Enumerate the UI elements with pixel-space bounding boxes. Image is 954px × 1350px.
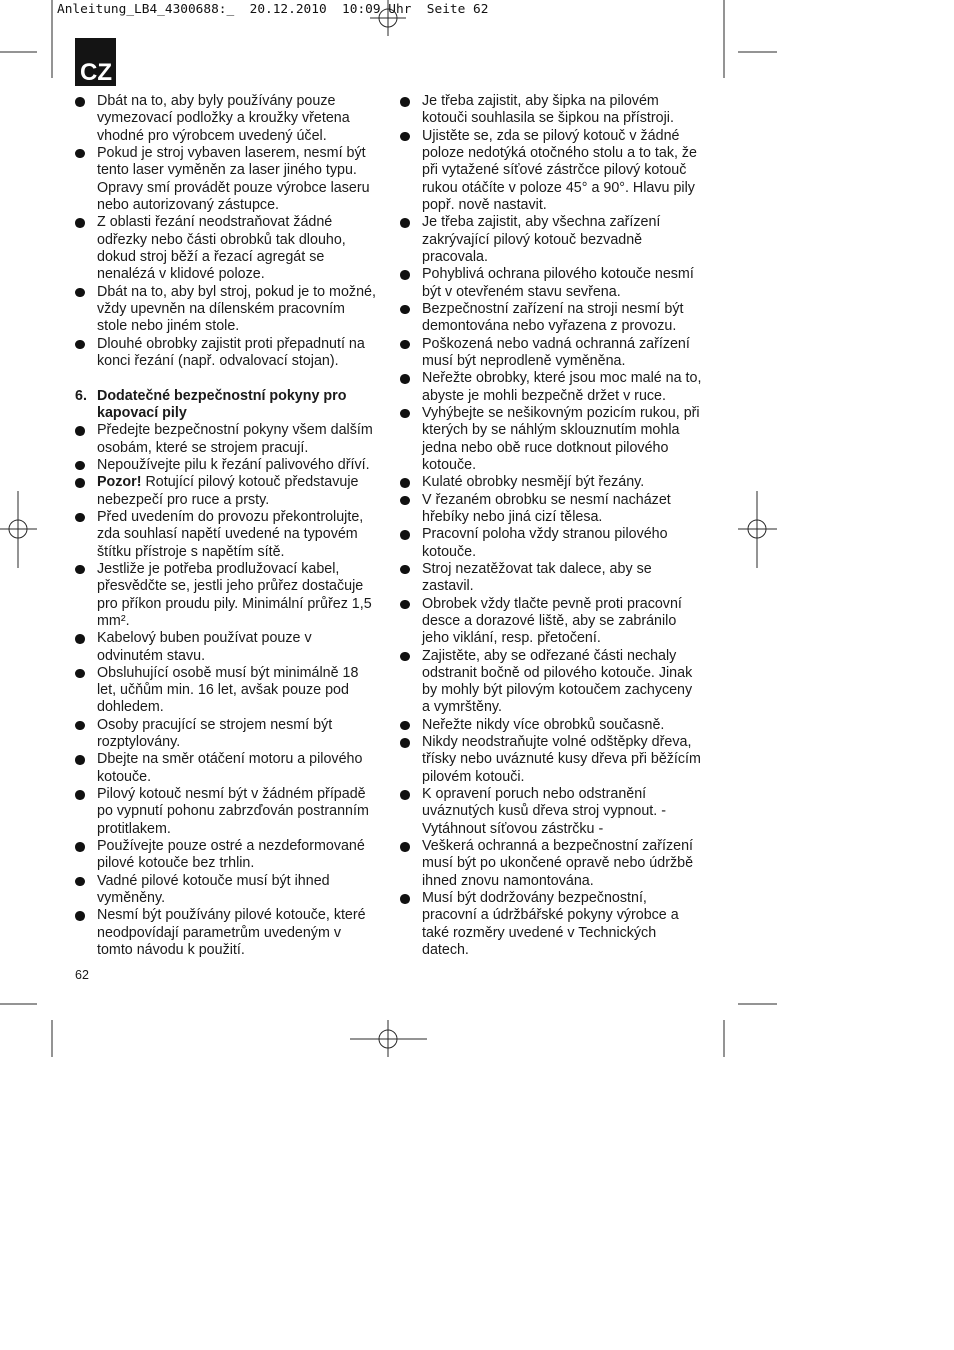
bullet-list <box>97 422 379 959</box>
list-item <box>97 145 379 214</box>
bullet-icon <box>400 496 410 506</box>
list-item-line: popř. nově nastavit. <box>422 196 547 213</box>
list-item-line: Bezpečnostní zařízení na stroji nesmí být <box>422 300 684 317</box>
list-item-line: musí být po ukončené opravě nebo údržbě <box>422 855 694 872</box>
bullet-icon <box>75 634 85 644</box>
list-item-line: po vypnutí pohonu zabrzďován postranním <box>97 803 369 820</box>
bullet-icon <box>75 669 85 679</box>
list-item <box>422 890 707 959</box>
list-item-text: Rotující pilový kotouč představuje <box>145 474 359 491</box>
list-item-line: pilovém kotouči. <box>422 768 525 785</box>
list-item-line: Vyhýbejte se nešikovným pozicím rukou, při <box>422 404 700 421</box>
list-item-line: nenalézá v klidové poloze. <box>97 266 265 283</box>
list-item <box>422 266 707 301</box>
list-item-line: ihned znovu namontována. <box>422 872 594 889</box>
list-item-line: Ujistěte se, zda se pilový kotouč v žádné <box>422 127 680 144</box>
bullet-icon <box>400 894 410 904</box>
list-item <box>422 474 707 491</box>
bullet-icon <box>75 513 85 523</box>
list-item-line: Vytáhnout síťovou zástrčku - <box>422 820 604 837</box>
list-item-line: let, učňům min. 16 let, avšak pouze pod <box>97 682 349 699</box>
list-item <box>422 561 707 596</box>
bullet-icon <box>400 738 410 748</box>
list-item-line: zastavil. <box>422 578 474 595</box>
bullet-icon <box>400 721 410 731</box>
list-item-line <box>97 474 379 491</box>
bullet-icon <box>400 270 410 280</box>
bullet-icon <box>400 600 410 610</box>
list-item <box>422 370 707 405</box>
list-item-line: odřezky nebo části obrobků tak dlouho, <box>97 231 346 248</box>
list-item <box>422 838 707 890</box>
list-item <box>422 405 707 474</box>
list-item-line: při vytažené síťové zástrčce pilový kotouč <box>422 162 687 179</box>
bullet-icon <box>75 426 85 436</box>
list-item-line: Z oblasti řezání neodstraňovat žádné <box>97 214 333 231</box>
list-item <box>97 457 379 474</box>
list-item-line: rozptylovány. <box>97 734 181 751</box>
list-item-line: V řezaném obrobku se nesmí nacházet <box>422 491 671 508</box>
list-item-line: dohledem. <box>97 699 164 716</box>
list-item-line: konci řezání (např. odvalovací stojan). <box>97 352 339 369</box>
list-item-line: Zajistěte, aby se odřezané části nechaly <box>422 647 677 664</box>
registration-mark-left <box>0 491 37 568</box>
bullet-icon <box>75 340 85 350</box>
list-item <box>97 630 379 665</box>
section-title-line: Dodatečné bezpečnostní pokyny pro <box>97 387 347 404</box>
list-item <box>422 648 707 717</box>
list-item-line: Pokud je stroj vybaven laserem, nesmí být <box>97 144 366 161</box>
list-item <box>97 786 379 838</box>
list-item-line: dokud stroj běží a řezací agregát se <box>97 248 325 265</box>
bullet-icon <box>75 288 85 298</box>
list-item <box>422 492 707 527</box>
list-item-line: mm². <box>97 612 130 629</box>
list-item-line: vyměněny. <box>97 890 166 907</box>
list-item-line: Neřežte nikdy více obrobků současně. <box>422 716 665 733</box>
list-item-line: Pohyblivá ochrana pilového kotouče nesmí <box>422 266 694 283</box>
list-item <box>97 214 379 283</box>
bullet-icon <box>400 218 410 228</box>
list-item-line: tento laser vyměněn za laser jiného typu. <box>97 162 357 179</box>
list-item <box>97 336 379 371</box>
list-item <box>97 561 379 630</box>
section-title-line: kapovací pily <box>97 404 187 421</box>
list-item <box>422 526 707 561</box>
list-item <box>422 301 707 336</box>
list-item-line: hřebíky nebo jiná cizí tělesa. <box>422 508 603 525</box>
bullet-icon <box>400 565 410 575</box>
list-item <box>97 873 379 908</box>
bullet-icon <box>400 790 410 800</box>
list-item-line: také rozměry uvedené v Technických <box>422 924 657 941</box>
list-item-line: Osoby pracující se strojem nesmí být <box>97 716 333 733</box>
bullet-icon <box>400 340 410 350</box>
list-item-line: kotouči souhlasila se šipkou na přístroji. <box>422 110 674 127</box>
list-item-line: kterých by se náhlým sklouznutím mohla <box>422 422 680 439</box>
list-item <box>97 838 379 873</box>
language-badge <box>75 38 116 86</box>
list-item-line: uváznutých kusů dřeva stroj vypnout. - <box>422 803 666 820</box>
list-item-line: Kabelový buben používat pouze v <box>97 630 312 647</box>
list-item <box>97 665 379 717</box>
list-item-line: poloze nedotýká otočného stolu a to tak, že <box>422 144 698 161</box>
left-column <box>75 93 379 959</box>
list-item-line: rukou otáčíte v poloze 45° a 90°. Hlavu pily <box>422 179 695 196</box>
list-item-line: Je třeba zajistit, aby všechna zařízení <box>422 214 661 231</box>
bullet-icon <box>75 790 85 800</box>
list-item-line: pro příkon proudu pily. Minimální průřez 1,5 <box>97 595 372 612</box>
list-item-line: Před uvedením do provozu překontrolujte, <box>97 508 364 525</box>
page-number: 62 <box>75 968 89 982</box>
bullet-icon <box>75 721 85 731</box>
list-item-line: Jestliže je potřeba prodlužovací kabel, <box>97 560 340 577</box>
list-item <box>97 284 379 336</box>
bullet-icon <box>400 530 410 540</box>
list-item <box>422 128 707 215</box>
list-item-line: Dlouhé obrobky zajistit proti přepadnutí na <box>97 335 365 352</box>
bullet-icon <box>75 877 85 887</box>
list-item-line: stole nebo jiném stole. <box>97 318 240 335</box>
section-number: 6. <box>75 387 87 404</box>
list-item-line: tomto návodu k použití. <box>97 942 245 959</box>
list-item-line: Veškerá ochranná a bezpečnostní zařízení <box>422 838 694 855</box>
bullet-icon <box>75 842 85 852</box>
list-item-line: Obrobek vždy tlačte pevně proti pracovní <box>422 595 682 612</box>
list-item-line: kotouče. <box>422 543 477 560</box>
list-item-line: osobám, které se strojem pracují. <box>97 439 309 456</box>
bullet-icon <box>400 478 410 488</box>
bullet-icon <box>400 374 410 384</box>
bullet-list <box>97 93 379 370</box>
list-item-line: demontována nebo vyřazena z provozu. <box>422 318 677 335</box>
bullet-icon <box>75 218 85 228</box>
list-item-line: Je třeba zajistit, aby šipka na pilovém <box>422 93 659 109</box>
list-item-line: Pracovní poloha vždy stranou pilového <box>422 526 668 543</box>
list-item-line: musí být neprodleně vyměněna. <box>422 352 626 369</box>
list-item-line: Neřežte obrobky, které jsou moc malé na to, <box>422 370 702 387</box>
registration-mark-right <box>738 491 777 568</box>
bullet-icon <box>400 652 410 662</box>
list-item <box>97 474 379 509</box>
print-slug-line: Anleitung_LB4_4300688:_ 20.12.2010 10:09 Uhr Seite 62 <box>57 2 489 17</box>
list-item-line: pracovala. <box>422 248 488 265</box>
list-item-line: Nikdy neodstraňujte volné odštěpky dřeva, <box>422 734 692 751</box>
list-item-line: odvinutém stavu. <box>97 647 206 664</box>
bullet-icon <box>75 97 85 107</box>
crop-mark-bottom-right <box>724 1004 777 1057</box>
list-item-line: Stroj nezatěžovat tak dalece, aby se <box>422 560 652 577</box>
list-item-line: pilové kotouče bez trhlin. <box>97 855 255 872</box>
list-item-line: datech. <box>422 942 469 959</box>
list-item-line: odstranit bočně od pilového kotouče. Jinak <box>422 664 693 681</box>
bullet-icon <box>400 409 410 419</box>
bullet-icon <box>400 132 410 142</box>
bullet-icon <box>75 478 85 488</box>
bullet-icon <box>400 97 410 107</box>
list-item <box>422 93 707 128</box>
list-item <box>422 734 707 786</box>
list-item-line: Předejte bezpečnostní pokyny všem dalším <box>97 422 373 439</box>
list-item-line: jedna nebo obě ruce dotknout pilového <box>422 439 669 456</box>
bullet-icon <box>75 911 85 921</box>
list-item-line: zda souhlasí napětí uvedené na typovém <box>97 526 358 543</box>
list-item-line: a vymrštěny. <box>422 699 502 716</box>
list-item <box>422 336 707 371</box>
list-item-line: kotouče. <box>422 456 477 473</box>
list-item-line: K opravení poruch nebo odstranění <box>422 786 647 803</box>
list-item-line: Opravy smí provádět pouze výrobce laseru <box>97 179 370 196</box>
list-item <box>97 751 379 786</box>
list-item <box>97 509 379 561</box>
bullet-icon <box>400 842 410 852</box>
list-item-line: Poškozená nebo vadná ochranná zařízení <box>422 335 690 352</box>
list-item-line: Obsluhující osobě musí být minimálně 18 <box>97 664 359 681</box>
list-item-line: Dbát na to, aby byly používány pouze <box>97 93 336 109</box>
list-item-line: Kulaté obrobky nesmějí být řezány. <box>422 474 645 491</box>
list-item-line: Pilový kotouč nesmí být v žádném případě <box>97 786 366 803</box>
list-item-line: Vadné pilové kotouče musí být ihned <box>97 872 330 889</box>
list-item <box>422 786 707 838</box>
list-item-line: Používejte pouze ostré a nezdeformované <box>97 838 365 855</box>
bullet-icon <box>75 755 85 765</box>
crop-mark-top-right <box>724 0 777 78</box>
list-item-line: Nepoužívejte pilu k řezání palivového dříví. <box>97 456 370 473</box>
list-item-line: by mohly být pilovým kotoučem zachyceny <box>422 682 693 699</box>
list-item-line: třísky nebo uváznuté kusy dřeva při běžícím <box>422 751 701 768</box>
crop-mark-bottom-left <box>0 1004 52 1057</box>
list-item-line: abyste je mohli bezpečně držet v ruce. <box>422 387 666 404</box>
list-item-line: Dbát na to, aby byl stroj, pokud je to možné, <box>97 283 376 300</box>
list-item-line: Musí být dodržovány bezpečnostní, <box>422 890 647 907</box>
language-badge-label: CZ <box>80 59 112 86</box>
right-column <box>422 93 707 959</box>
list-item <box>97 717 379 752</box>
list-item-line: štítku přístroje s napětím sítě. <box>97 543 285 560</box>
list-item-line: pracovní a údržbářské pokyny výrobce a <box>422 907 679 924</box>
bullet-list <box>422 93 707 959</box>
registration-mark-bottom <box>350 1020 427 1057</box>
list-item <box>422 596 707 648</box>
list-item-line: vymezovací podložky a kroužky vřetena <box>97 110 350 127</box>
list-item-line: kotouče. <box>97 768 152 785</box>
bullet-icon <box>400 305 410 315</box>
list-item-line: Dbejte na směr otáčení motoru a pilového <box>97 751 363 768</box>
crop-mark-top-left <box>0 0 52 78</box>
list-item-line: desce a dorazové liště, aby se zabránilo <box>422 612 677 629</box>
section-heading <box>75 387 379 423</box>
list-item <box>422 214 707 266</box>
list-item-line: neodpovídají parametrům uvedeným v <box>97 924 341 941</box>
list-item <box>97 422 379 457</box>
list-item-line: zakrývající pilový kotouč bezvadně <box>422 231 643 248</box>
list-item-line: přesvědčte se, jestli jeho průřez dostačuje <box>97 578 364 595</box>
list-item-line: nebezpečí pro ruce a prsty. <box>97 491 270 508</box>
list-item-line: být v otevřeném stavu sevřena. <box>422 283 621 300</box>
warning-lead: Pozor! <box>97 474 142 491</box>
bullet-icon <box>75 461 85 471</box>
list-item <box>97 93 379 145</box>
list-item-line: protitlakem. <box>97 820 171 837</box>
list-item-line: jeho viklání, resp. přetočení. <box>422 630 601 647</box>
list-item-line: nebo autorizovaný zástupce. <box>97 196 280 213</box>
list-item-line: Nesmí být používány pilové kotouče, které <box>97 907 366 924</box>
list-item <box>422 717 707 734</box>
list-item-line: vždy upevněn na dílenském pracovním <box>97 300 345 317</box>
list-item-line: vhodné pro výrobcem uvedený účel. <box>97 127 327 144</box>
list-item <box>97 907 379 959</box>
bullet-icon <box>75 565 85 575</box>
